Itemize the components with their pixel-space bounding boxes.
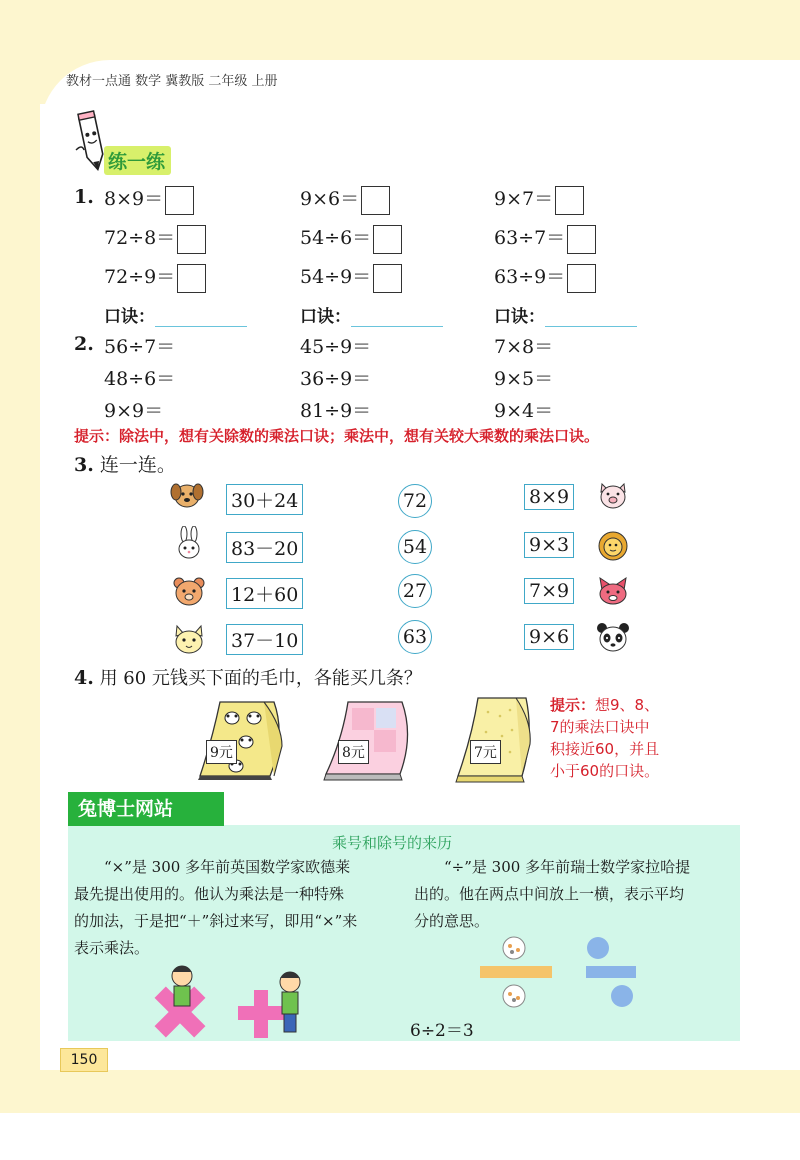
koujue-row	[494, 302, 637, 327]
division-symbol-illustration	[476, 936, 636, 1016]
paragraph-line: 的加法，于是把“＋”斜过来写，即用“×”来	[74, 912, 358, 930]
equation: 9×4＝	[494, 400, 554, 422]
answer-box[interactable]	[555, 186, 584, 215]
question-4-heading	[74, 664, 422, 690]
equation-text: 54÷6＝	[300, 227, 372, 249]
koujue-blank[interactable]	[155, 306, 247, 327]
koujue-row	[300, 302, 443, 327]
equation: 45÷9＝	[300, 336, 372, 358]
hint-line	[74, 425, 599, 446]
equation: 36÷9＝	[300, 368, 372, 390]
equation-text: 9×7＝	[494, 188, 554, 210]
towel-hint	[550, 694, 659, 782]
website-subtitle: 乘号和除号的来历	[332, 834, 453, 852]
page-number: 150	[60, 1048, 108, 1072]
answer-box[interactable]	[567, 264, 596, 293]
section-title: 练一练	[104, 146, 171, 175]
answer-box[interactable]	[373, 225, 402, 254]
match-expression[interactable]: 83－20	[226, 532, 303, 563]
equation: 48÷6＝	[104, 368, 176, 390]
match-expression[interactable]: 37－10	[226, 624, 303, 655]
website-tab: 兔博士网站	[68, 792, 224, 826]
towel-panda-image	[190, 696, 290, 782]
match-expression[interactable]: 30＋24	[226, 484, 303, 515]
equation: 9×9＝	[104, 400, 164, 422]
question-number: 1.	[74, 186, 94, 208]
answer-box[interactable]	[165, 186, 194, 215]
equation: 56÷7＝	[104, 336, 176, 358]
equation-text: 63÷9＝	[494, 266, 566, 288]
paragraph-line: 分的意思。	[414, 912, 490, 930]
running-header: 教材一点通 数学 冀教版 二年级 上册	[66, 74, 278, 89]
equation: 81÷9＝	[300, 400, 372, 422]
match-expression[interactable]: 8×9	[524, 484, 574, 510]
equation: 9×5＝	[494, 368, 554, 390]
equation	[104, 262, 206, 293]
equation	[494, 262, 596, 293]
match-number[interactable]: 63	[398, 620, 432, 654]
price-tag: 8元	[338, 740, 369, 764]
page-bottom-band	[0, 1070, 800, 1113]
equation	[300, 184, 390, 215]
koujue-label: 口诀：	[104, 307, 155, 327]
answer-box[interactable]	[567, 225, 596, 254]
pig-icon	[596, 478, 630, 512]
match-expression[interactable]: 7×9	[524, 578, 574, 604]
panda-icon	[596, 620, 630, 654]
towel-hint-line: 积接近60，并且	[550, 740, 660, 758]
hint-text: 想9、8、	[595, 696, 660, 714]
towel-hint-line	[550, 694, 659, 716]
equation: 7×8＝	[494, 336, 554, 358]
koujue-label: 口诀：	[300, 307, 351, 327]
equation	[494, 184, 584, 215]
equation-text: 9×6＝	[300, 188, 360, 210]
match-number[interactable]: 27	[398, 574, 432, 608]
equation-text: 63÷7＝	[494, 227, 566, 249]
towel-yellow-image	[450, 692, 540, 784]
division-origin-text	[414, 854, 734, 935]
rabbit-icon	[172, 526, 206, 560]
question-number: 3.	[74, 454, 94, 476]
multiplication-origin-text	[74, 854, 404, 962]
match-number[interactable]: 54	[398, 530, 432, 564]
towel-hint-line: 小于60的口诀。	[550, 762, 660, 780]
price-tag: 9元	[206, 740, 237, 764]
towel-plaid-image	[318, 696, 418, 782]
question-3-heading	[74, 450, 176, 477]
answer-box[interactable]	[177, 225, 206, 254]
question-title: 用 60 元钱买下面的毛巾，各能买几条？	[99, 668, 422, 689]
equation	[300, 223, 402, 254]
towel-hint-line: 7的乘法口诀中	[550, 718, 650, 736]
equation	[494, 223, 596, 254]
match-expression[interactable]: 9×3	[524, 532, 574, 558]
page-left-band	[0, 104, 40, 1113]
price-tag: 7元	[470, 740, 501, 764]
paragraph-line: “×”是 300 多年前英国数学家欧德莱	[104, 858, 351, 876]
answer-box[interactable]	[177, 264, 206, 293]
question-number: 2.	[74, 333, 94, 355]
equation-text: 8×9＝	[104, 188, 164, 210]
lion-icon	[596, 528, 630, 562]
equation	[104, 223, 206, 254]
match-number[interactable]: 72	[398, 484, 432, 518]
equation-text: 54÷9＝	[300, 266, 372, 288]
answer-box[interactable]	[373, 264, 402, 293]
division-equation: 6÷2＝3	[410, 1021, 474, 1041]
question-number: 4.	[74, 667, 94, 689]
kids-multiplication-plus-illustration	[150, 962, 320, 1040]
paragraph-line: “÷”是 300 多年前瑞士数学家拉哈提	[444, 858, 691, 876]
koujue-blank[interactable]	[545, 306, 637, 327]
hint-label: 提示：	[550, 696, 596, 714]
koujue-blank[interactable]	[351, 306, 443, 327]
equation	[300, 262, 402, 293]
equation-text: 72÷8＝	[104, 227, 176, 249]
equation-text: 72÷9＝	[104, 266, 176, 288]
koujue-label: 口诀：	[494, 307, 545, 327]
dog-icon	[170, 478, 204, 512]
bear-icon	[172, 574, 206, 608]
paragraph-line: 出的。他在两点中间放上一横，表示平均	[414, 885, 685, 903]
question-title: 连一连。	[99, 454, 176, 476]
cat-icon	[172, 622, 206, 656]
paragraph-line: 表示乘法。	[74, 939, 150, 957]
hint-label: 提示：	[74, 427, 120, 445]
match-expression[interactable]: 12＋60	[226, 578, 303, 609]
equation	[104, 184, 194, 215]
hint-text: 除法中，想有关除数的乘法口诀；乘法中，想有关较大乘数的乘法口诀。	[119, 427, 600, 445]
koujue-row	[104, 302, 247, 327]
match-expression[interactable]: 9×6	[524, 624, 574, 650]
fox-icon	[596, 574, 630, 608]
paragraph-line: 最先提出使用的。他认为乘法是一种特殊	[74, 885, 345, 903]
answer-box[interactable]	[361, 186, 390, 215]
